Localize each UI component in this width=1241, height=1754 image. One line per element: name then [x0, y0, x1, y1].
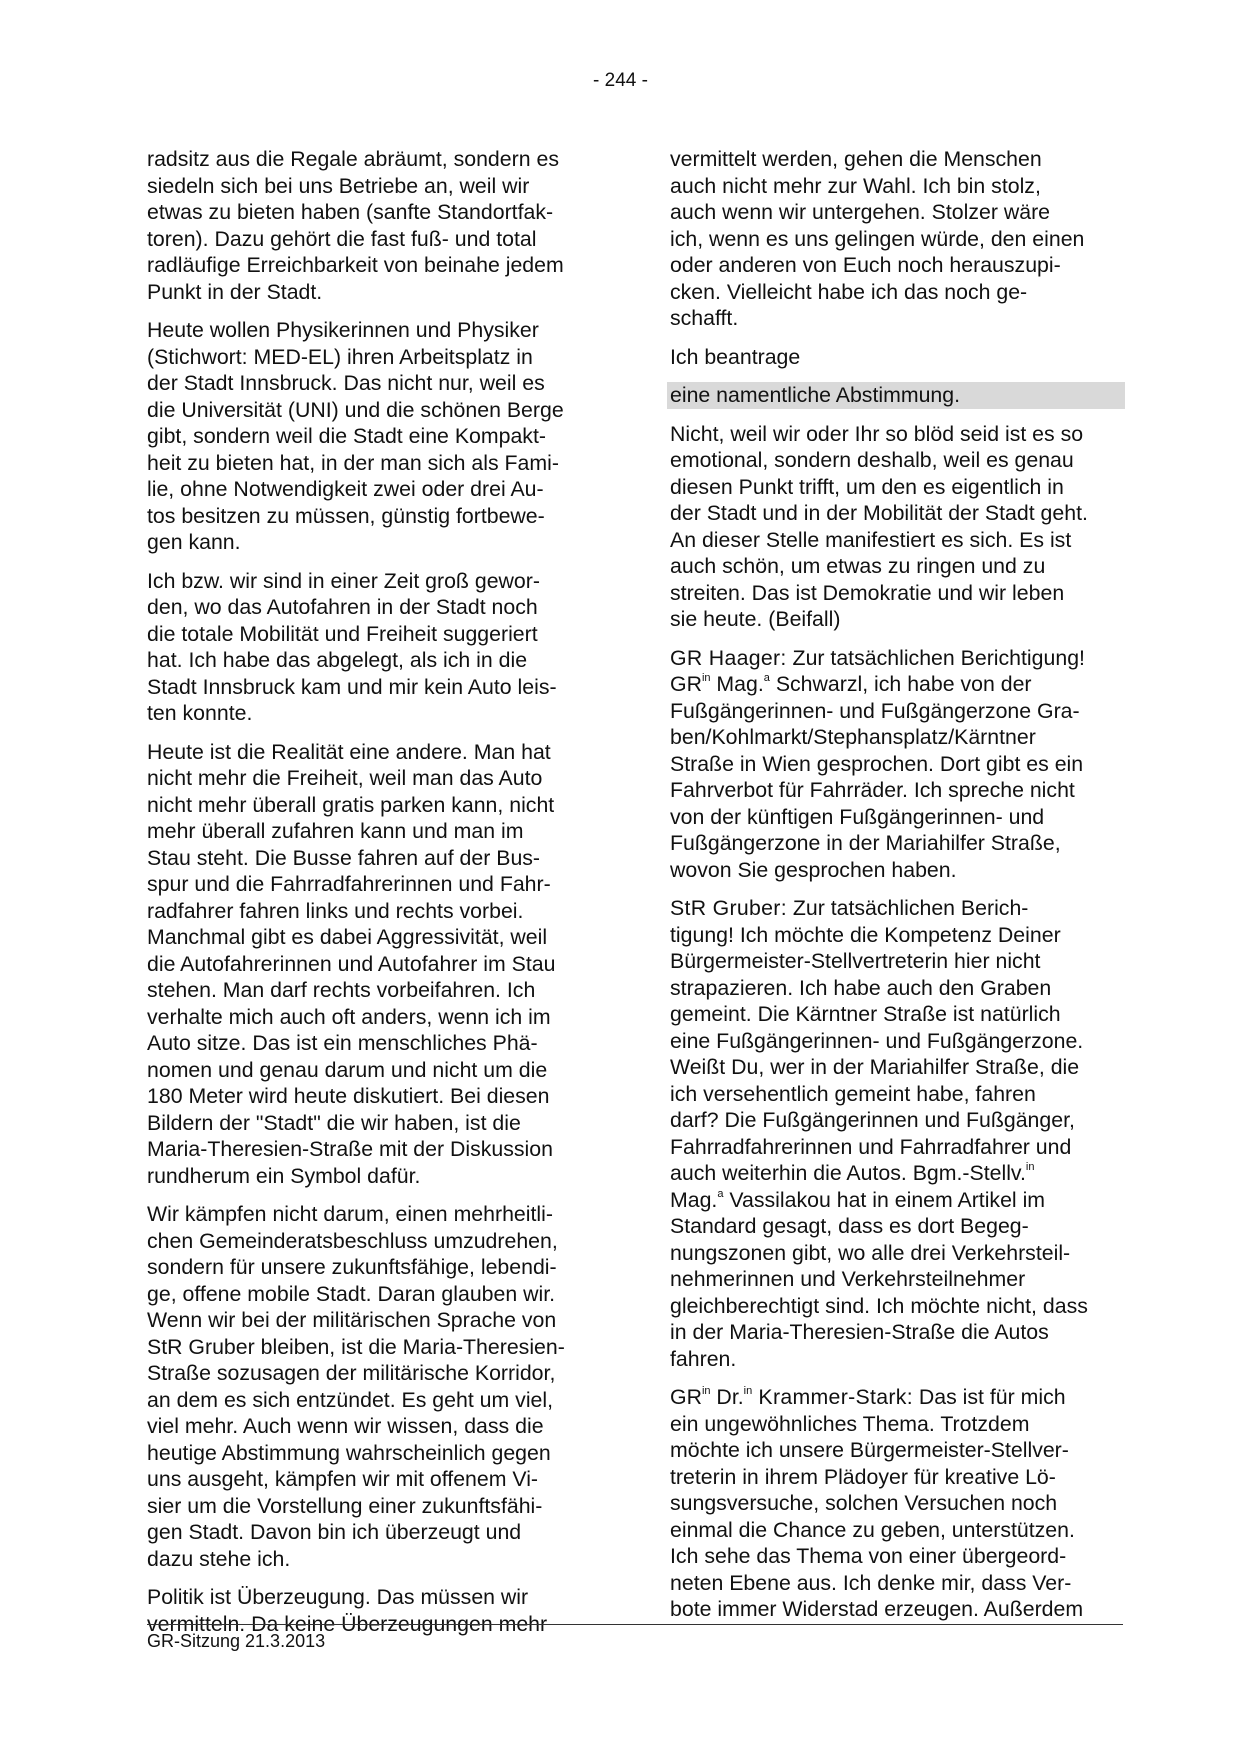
text-line: tos besitzen zu müssen, günstig fortbewe-: [147, 503, 545, 528]
text-line: gleichberechtigt sind. Ich möchte nicht, dass: [670, 1293, 1088, 1318]
left-paragraph-2: [147, 317, 599, 556]
text-line: Politik ist Überzeugung. Das müssen wir: [147, 1585, 529, 1609]
text-line: möchte ich unsere Bürgermeister-Stellver-: [670, 1438, 1069, 1462]
text-line: der Stadt und in der Mobilität der Stadt geht.: [670, 501, 1088, 525]
text-line: Nicht, weil wir oder Ihr so blöd seid ist es so: [670, 421, 1084, 446]
right-paragraph-2: [670, 344, 1122, 371]
left-paragraph-4: [147, 739, 599, 1190]
text-line: Fahrverbot für Fahrräder. Ich spreche nicht: [670, 778, 1075, 802]
text-line: Ich sehe das Thema von einer übergeord-: [670, 1544, 1067, 1568]
text-line: hat. Ich habe das abgelegt, als ich in die: [147, 648, 528, 672]
left-paragraph-5: [147, 1201, 599, 1572]
text-line: ben/Kohlmarkt/Stephansplatz/Kärntner: [670, 725, 1036, 749]
text-line: ten konnte.: [147, 701, 253, 725]
text-line: wovon Sie gesprochen haben.: [670, 857, 957, 882]
text-line: ein ungewöhnliches Thema. Trotzdem: [670, 1411, 1030, 1436]
text-line: nicht mehr die Freiheit, weil man das Auto: [147, 766, 543, 790]
left-paragraph-6: [147, 1584, 599, 1637]
text-line: siedeln sich bei uns Betriebe an, weil wir: [147, 173, 530, 198]
footer-divider: [147, 1624, 1123, 1625]
text-line: streiten. Das ist Demokratie und wir leben: [670, 580, 1065, 605]
text-line: auch wenn wir untergehen. Stolzer wäre: [670, 200, 1051, 224]
text-line: gemeint. Die Kärntner Straße ist natürlich: [670, 1002, 1061, 1026]
text-line: schafft.: [670, 306, 739, 330]
motion-intro: Ich beantrage: [670, 344, 801, 369]
text-line: viel mehr. Auch wenn wir wissen, dass die: [147, 1414, 544, 1438]
text-line: nomen und genau darum und nicht um die: [147, 1057, 548, 1082]
text-line: heit zu bieten hat, in der man sich als Fami-: [147, 450, 559, 475]
text-line: oder anderen von Euch noch herauszupi-: [670, 253, 1061, 277]
motion-highlight: eine namentliche Abstimmung.: [667, 382, 1125, 409]
text-line: Punkt in der Stadt.: [147, 279, 323, 304]
text-line: nicht mehr überall gratis parken kann, nicht: [147, 792, 555, 817]
text-line: (Stichwort: MED-EL) ihren Arbeitsplatz in: [147, 344, 533, 369]
text-line: Maria-Theresien-Straße mit der Diskussion: [147, 1137, 553, 1161]
speaker-name: Krammer-Stark:: [752, 1385, 913, 1409]
text-line: Fußgängerzone in der Mariahilfer Straße,: [670, 831, 1061, 855]
footer-session-label: GR-Sitzung 21.3.2013: [147, 1631, 326, 1651]
text-line: die totale Mobilität und Freiheit suggeriert: [147, 621, 538, 646]
text-line: diesen Punkt trifft, um den es eigentlich in: [670, 474, 1064, 499]
statement-haager: GR Haager: Zur tatsächlichen Berichtigung! $GR^{in}$ Mag.$^a$ Schwarzl, ich habe von der Fußgängerinnen- und Fußgängerzone Gra- ben/Kohlmarkt/Stephansplatz/Kärntner Straße in Wien gesprochen. Dort gibt es ein Fahrverbot für Fahrräder. Ich spreche nicht von der künftigen Fußgängerinnen- und Fußgängerzone in der Mariahilfer Straße, wovon Sie gesprochen haben.: [670, 645, 1122, 884]
text-line: heutige Abstimmung wahrscheinlich gegen: [147, 1440, 551, 1465]
text-line: Straße sozusagen der militärische Korridor,: [147, 1361, 556, 1385]
text-line: Heute ist die Realität eine andere. Man hat: [147, 739, 551, 764]
text-line: stehen. Man darf rechts vorbeifahren. Ich: [147, 978, 536, 1002]
text-line: bote immer Widerstad erzeugen. Außerdem: [670, 1597, 1084, 1621]
text-line: sungsversuche, solchen Versuchen noch: [670, 1491, 1058, 1515]
left-paragraph-1: [147, 146, 599, 305]
text-line: Manchmal gibt es dabei Aggressivität, weil: [147, 925, 548, 949]
text-line: in der Maria-Theresien-Straße die Autos: [670, 1320, 1049, 1344]
text-line: ge, offene mobile Stadt. Daran glauben wir.: [147, 1281, 556, 1306]
text-line: Fußgängerinnen- und Fußgängerzone Gra-: [670, 698, 1080, 723]
text-line: Fahrradfahrerinnen und Fahrradfahrer und: [670, 1134, 1072, 1159]
text-line: 180 Meter wird heute diskutiert. Bei diesen: [147, 1084, 550, 1108]
text-line: strapazieren. Ich habe auch den Graben: [670, 975, 1052, 1000]
text-line: den, wo das Autofahren in der Stadt noch: [147, 595, 538, 619]
text-line: Wenn wir bei der militärischen Sprache von: [147, 1308, 557, 1332]
text-line: gibt, sondern weil die Stadt eine Kompakt-: [147, 424, 546, 448]
text-line: radläufige Erreichbarkeit von beinahe jedem: [147, 253, 564, 277]
page-number: - 244 -: [593, 70, 648, 91]
text-line: darf? Die Fußgängerinnen und Fußgänger,: [670, 1108, 1075, 1132]
left-paragraph-3: [147, 568, 599, 727]
speaker-name: GR Haager:: [670, 645, 787, 670]
text-line: auch nicht mehr zur Wahl. Ich bin stolz,: [670, 173, 1041, 198]
text-line: cken. Vielleicht habe ich das noch ge-: [670, 279, 1028, 304]
text-line: toren). Dazu gehört die fast fuß- und total: [147, 226, 537, 251]
text-line: eine Fußgängerinnen- und Fußgängerzone.: [670, 1028, 1084, 1053]
text-line: vermitteln. Da keine Überzeugungen mehr: [147, 1611, 548, 1636]
text-line: lie, ohne Notwendigkeit zwei oder drei Au-: [147, 477, 544, 501]
text-line: radsitz aus die Regale abräumt, sondern es: [147, 147, 559, 171]
text-line: treterin in ihrem Plädoyer für kreative Lö-: [670, 1464, 1056, 1489]
text-line: radfahrer fahren links und rechts vorbei.: [147, 898, 524, 923]
text-line: nehmerinnen und Verkehrsteilnehmer: [670, 1267, 1026, 1291]
text-line: an dem es sich entzündet. Es geht um viel,: [147, 1387, 554, 1412]
text-line: etwas zu bieten haben (sanfte Standortfak-: [147, 200, 554, 224]
text-line: Stau steht. Die Busse fahren auf der Bus-: [147, 845, 541, 870]
text-line: sier um die Vorstellung einer zukunftsfähi-: [147, 1493, 543, 1518]
text-line: Standard gesagt, dass es dort Begeg-: [670, 1214, 1029, 1238]
right-paragraph-4: [670, 421, 1122, 633]
text-line: Ich bzw. wir sind in einer Zeit groß gewor-: [147, 568, 540, 593]
text-line: StR Gruber bleiben, ist die Maria-Theresien-: [147, 1334, 565, 1359]
text-line: gen kann.: [147, 530, 241, 554]
text-line: Bildern der "Stadt" die wir haben, ist die: [147, 1110, 521, 1135]
text-line: Auto sitze. Das ist ein menschliches Phä-: [147, 1031, 538, 1055]
text-line: neten Ebene aus. Ich denke mir, dass Ver-: [670, 1570, 1072, 1595]
right-column: [670, 146, 1122, 1635]
text-line: uns ausgeht, kämpfen wir mit offenem Vi-: [147, 1467, 539, 1491]
left-column: [147, 146, 599, 1649]
text-line: Heute wollen Physikerinnen und Physiker: [147, 318, 539, 342]
text-line: Stadt Innsbruck kam und mir kein Auto leis-: [147, 674, 557, 699]
text-line: spur und die Fahrradfahrerinnen und Fahr-: [147, 872, 551, 896]
text-line: Wir kämpfen nicht darum, einen mehrheitli-: [147, 1202, 553, 1226]
text-line: verhalte mich auch oft anders, wenn ich im: [147, 1004, 551, 1029]
text-line: die Universität (UNI) und die schönen Berge: [147, 397, 564, 422]
statement-krammer-stark: $GR^{in}$ Dr.$^{in}$ Krammer-Stark: Das ist für mich ein ungewöhnliches Thema. Trotzdem möchte ich unsere Bürgermeister-Stellver- treterin in ihrem Plädoyer für kreative Lö- sungsversuche, solchen Versuchen noch einmal die Chance zu geben, unterstützen. Ich sehe das Thema von einer übergeord- neten Ebene aus. Ich denke mir, dass Ver- bote immer Widerstad erzeugen. Außerdem: [670, 1384, 1122, 1623]
text-line: ich, wenn es uns gelingen würde, den einen: [670, 226, 1085, 251]
right-paragraph-1: [670, 146, 1122, 332]
text-line: tigung! Ich möchte die Kompetenz Deiner: [670, 922, 1061, 947]
text-line: von der künftigen Fußgängerinnen- und: [670, 804, 1045, 829]
text-line: ich versehentlich gemeint habe, fahren: [670, 1081, 1036, 1106]
text-line: Weißt Du, wer in der Mariahilfer Straße, die: [670, 1055, 1080, 1079]
text-line: dazu stehe ich.: [147, 1546, 291, 1571]
text-line: rundherum ein Symbol dafür.: [147, 1163, 421, 1188]
text-line: Straße in Wien gesprochen. Dort gibt es ein: [670, 751, 1084, 776]
text-line: der Stadt Innsbruck. Das nicht nur, weil es: [147, 371, 545, 395]
right-paragraph-3: [670, 382, 1122, 409]
statement-gruber: StR Gruber: Zur tatsächlichen Berich- tigung! Ich möchte die Kompetenz Deiner Bürgermeister-Stellvertreterin hier nicht strapazieren. Ich habe auch den Graben gemeint. Die Kärntner Straße ist natürlich eine Fußgängerinnen- und Fußgängerzone. Weißt Du, wer in der Mariahilfer Straße, die ich versehentlich gemeint habe, fahren darf? Die Fußgängerinnen und Fußgänger, Fahrradfahrerinnen und Fahrradfahrer und auch weiterhin die Autos. Bgm.-Stellv.$^{in}$ Mag.$^a$ Vassilakou hat in einem Artikel im Standard gesagt, dass es dort Begeg- nungszonen gibt, wo alle drei Verkehrsteil- nehmerinnen und Verkehrsteilnehmer gleichberechtigt sind. Ich möchte nicht, dass in der Maria-Theresien-Straße die Autos fahren.: [670, 895, 1122, 1372]
text-line: einmal die Chance zu geben, unterstützen.: [670, 1517, 1075, 1542]
text-line: sondern für unsere zukunftsfähige, lebendi-: [147, 1255, 557, 1279]
text-line: An dieser Stelle manifestiert es sich. Es ist: [670, 527, 1072, 552]
text-line: fahren.: [670, 1346, 737, 1371]
text-line: nungszonen gibt, wo alle drei Verkehrsteil-: [670, 1240, 1071, 1265]
text-line: mehr überall zufahren kann und man im: [147, 819, 524, 843]
text-line: auch schön, um etwas zu ringen und zu: [670, 554, 1046, 578]
text-line: vermittelt werden, gehen die Menschen: [670, 147, 1042, 171]
text-line: die Autofahrerinnen und Autofahrer im Stau: [147, 951, 556, 976]
text-line: gen Stadt. Davon bin ich überzeugt und: [147, 1520, 522, 1544]
speaker-name: StR Gruber:: [670, 896, 787, 920]
text-line: emotional, sondern deshalb, weil es genau: [670, 448, 1074, 472]
text-line: sie heute. (Beifall): [670, 607, 841, 631]
text-line: chen Gemeinderatsbeschluss umzudrehen,: [147, 1228, 558, 1253]
text-line: Bürgermeister-Stellvertreterin hier nicht: [670, 949, 1041, 973]
